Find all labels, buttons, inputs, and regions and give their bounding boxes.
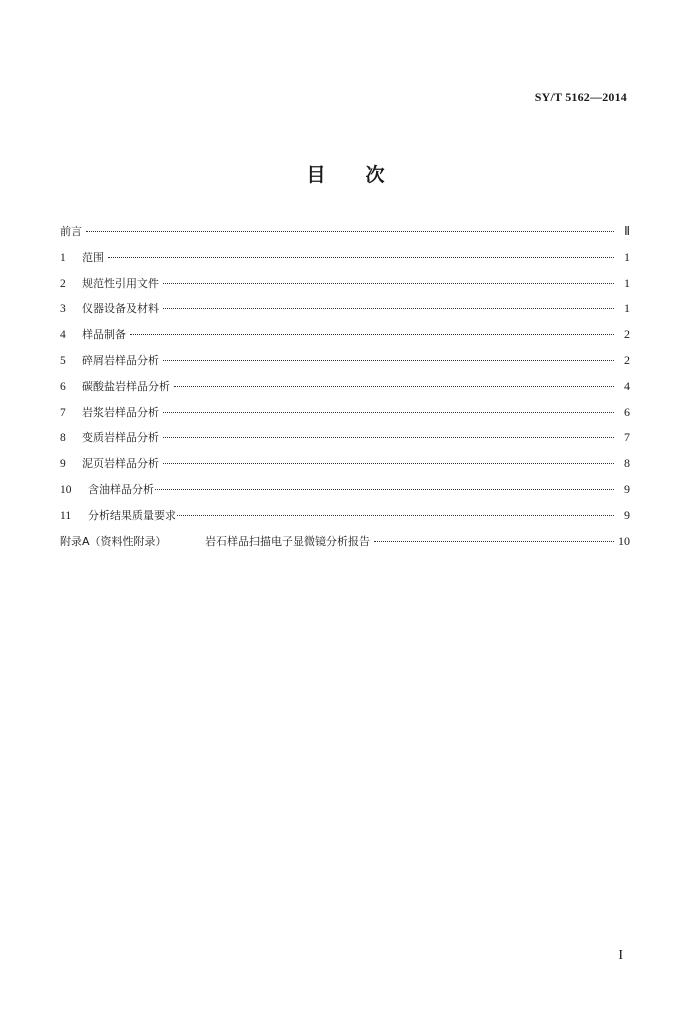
toc-number: 11 — [60, 509, 72, 522]
toc-entry-11[interactable] — [60, 507, 630, 533]
toc-label: 碳酸盐岩样品分析 — [82, 379, 170, 393]
toc-label: 分析结果质量要求 — [88, 508, 176, 522]
toc-number: 10 — [60, 483, 72, 496]
toc-label: 含油样品分析 — [88, 482, 154, 496]
toc-leader — [155, 479, 614, 490]
toc-number: 4 — [60, 329, 66, 342]
toc-entry-appendix-a[interactable] — [60, 533, 630, 559]
toc-entry-preface[interactable] — [60, 223, 630, 249]
toc-page: 4 — [624, 378, 630, 393]
toc-leader — [374, 531, 614, 542]
toc-number: 3 — [60, 303, 66, 316]
toc-number: 1 — [60, 251, 66, 264]
toc-number: 7 — [60, 406, 66, 419]
toc-appendix-prefix: 附录A（资料性附录） — [60, 534, 167, 548]
standard-code: SY/T 5162—2014 — [534, 90, 627, 104]
toc-label: 变质岩样品分析 — [82, 431, 159, 445]
toc-leader — [163, 453, 614, 464]
toc-entry-9[interactable] — [60, 455, 630, 481]
toc-leader — [130, 324, 614, 335]
toc-leader — [163, 298, 614, 309]
toc-entry-6[interactable] — [60, 378, 630, 404]
toc-entry-7[interactable] — [60, 404, 630, 430]
toc-number: 2 — [60, 277, 66, 290]
toc-page: 1 — [624, 301, 630, 316]
toc-entry-8[interactable] — [60, 429, 630, 455]
toc-entry-4[interactable] — [60, 326, 630, 352]
toc-page: 2 — [624, 352, 630, 367]
toc-leader — [86, 221, 614, 232]
toc-entry-3[interactable] — [60, 300, 630, 326]
toc-leader — [177, 505, 614, 516]
toc-page: 10 — [618, 533, 630, 548]
title-char-1: 目 — [306, 164, 326, 186]
toc-page: 9 — [624, 481, 630, 496]
toc-entry-1[interactable] — [60, 249, 630, 275]
toc-entry-10[interactable] — [60, 481, 630, 507]
toc-leader — [163, 402, 614, 413]
toc-label: 范围 — [82, 250, 104, 264]
toc-label: 碎屑岩样品分析 — [82, 353, 159, 367]
toc-leader — [163, 273, 614, 284]
toc-page: Ⅱ — [624, 224, 630, 238]
toc-number: 5 — [60, 354, 66, 367]
toc-entry-2[interactable] — [60, 275, 630, 301]
toc-page: 1 — [624, 249, 630, 264]
page-title — [0, 160, 691, 187]
toc-page: 1 — [624, 275, 630, 290]
page-number: I — [618, 948, 623, 963]
toc-leader — [174, 376, 614, 387]
toc-page: 6 — [624, 404, 630, 419]
toc-page: 9 — [624, 507, 630, 522]
toc-leader — [163, 427, 614, 438]
toc-label: 岩浆岩样品分析 — [82, 405, 159, 419]
toc-page: 8 — [624, 456, 630, 471]
toc-page: 2 — [624, 327, 630, 342]
toc-label: 仪器设备及材料 — [82, 302, 159, 316]
toc-entry-5[interactable] — [60, 352, 630, 378]
toc-label: 规范性引用文件 — [82, 276, 159, 290]
toc-number: 9 — [60, 458, 66, 471]
toc-label: 泥页岩样品分析 — [82, 457, 159, 471]
toc-label: 样品制备 — [82, 328, 126, 342]
toc-number: 8 — [60, 432, 66, 445]
toc-number: 6 — [60, 380, 66, 393]
title-char-2: 次 — [365, 164, 385, 186]
toc-page: 7 — [624, 430, 630, 445]
toc-leader — [108, 247, 614, 258]
toc-label: 岩石样品扫描电子显微镜分析报告 — [205, 534, 370, 548]
table-of-contents — [60, 223, 630, 558]
toc-label: 前言 — [60, 225, 82, 238]
toc-leader — [163, 350, 614, 361]
